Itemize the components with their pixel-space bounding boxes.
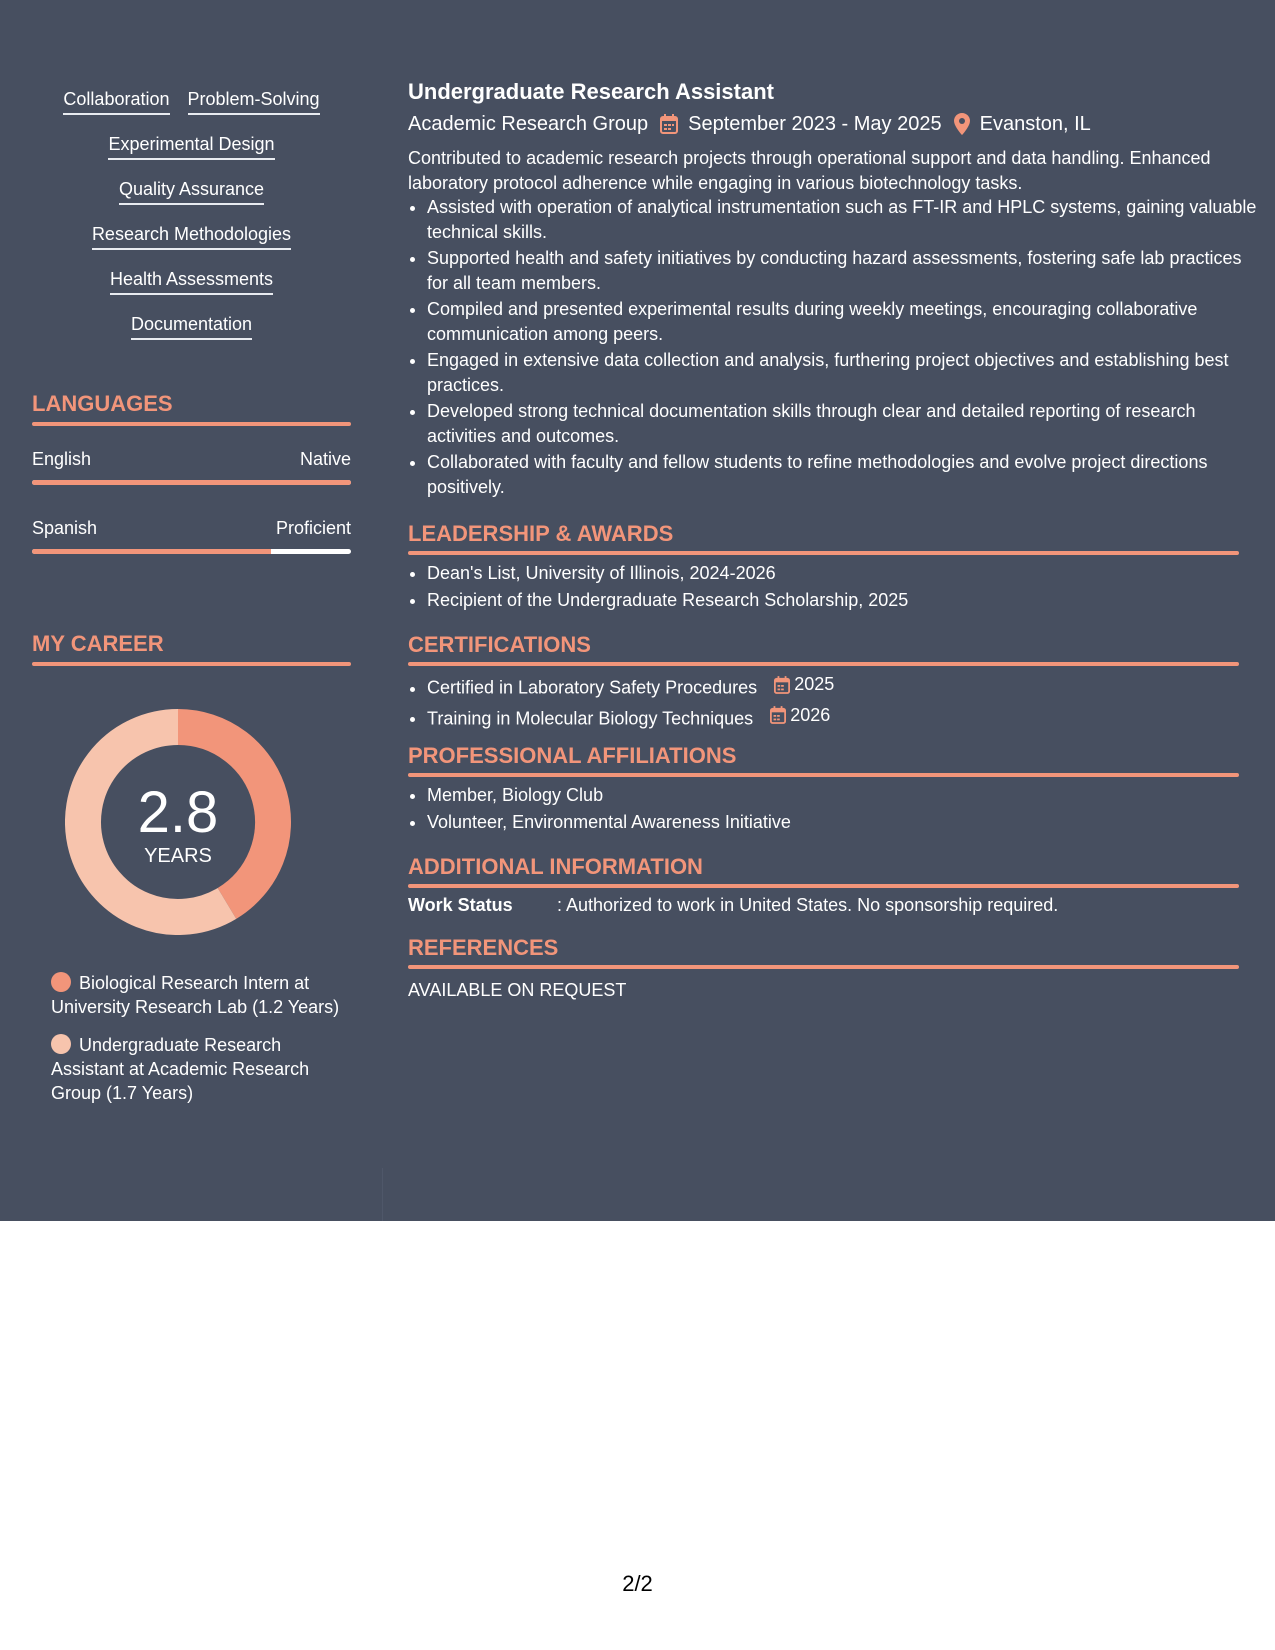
section-title: ADDITIONAL INFORMATION [408,854,703,879]
section-divider [32,662,351,666]
list-item: • Collaborated with faculty and fellow students to refine methodologies and evolve project directions positively. [427,450,1258,499]
affiliations-heading [408,742,1239,777]
section-divider [32,422,351,426]
career-unit: YEARS [144,845,212,867]
location-pin-icon [954,113,970,135]
language-proficiency-bar [32,480,351,485]
job-summary: Contributed to academic research projects through operational support and data handling. Enhanced laboratory protocol adherence while engaging in various biotechnology tasks. [408,148,1211,193]
skill-tag[interactable]: Problem-Solving [188,87,320,115]
language-english [32,447,351,485]
section-divider [408,965,1239,969]
skill-tag[interactable]: Health Assessments [110,267,273,295]
list-item: • Developed strong technical documentation skills through clear and detailed reporting of research activities and outcomes. [427,399,1258,448]
company-name: Academic Research Group [408,113,649,135]
legend-item [51,971,341,1019]
job-bullets [408,195,1258,501]
list-item: • Compiled and presented experimental results during weekly meetings, encouraging collaborative communication among peers. [427,297,1258,346]
leadership-heading [408,520,1239,555]
certifications-list [408,671,1258,732]
skill-tag[interactable]: Experimental Design [108,132,274,160]
list-item [427,702,1258,733]
language-name: Spanish [32,518,98,538]
certification-name: Training in Molecular Biology Techniques [427,708,754,728]
affiliations-list [408,782,1258,836]
career-donut-chart [65,709,291,935]
list-item: • Volunteer, Environmental Awareness Initiative [427,809,1258,836]
references-text: AVAILABLE ON REQUEST [408,980,627,1000]
left-column [32,0,351,1221]
language-proficiency-bar [32,549,351,554]
languages-heading [32,390,351,426]
list-item: • Assisted with operation of analytical instrumentation such as FT-IR and HPLC systems, gaining valuable technical skills. [427,195,1258,244]
work-status [408,893,1058,917]
certification-name: Certified in Laboratory Safety Procedures [427,677,758,698]
skill-tag[interactable]: Quality Assurance [119,177,264,205]
list-item: • Dean's List, University of Illinois, 2024-2026 [427,560,1258,587]
legend-label: Biological Research Intern at University Research Lab (1.2 Years) [51,973,340,1017]
calendar-icon [660,114,678,134]
skills-list [32,87,351,357]
section-title: PROFESSIONAL AFFILIATIONS [408,743,737,768]
leadership-list [408,560,1258,614]
skill-tag[interactable]: Documentation [131,312,252,340]
legend-dot [51,972,71,992]
certifications-heading [408,631,1239,666]
legend-item [51,1033,341,1105]
job-title: Undergraduate Research Assistant [408,79,774,104]
certification-year: 2025 [794,674,835,694]
section-title: MY CAREER [32,631,164,656]
list-item: • Member, Biology Club [427,782,1258,809]
skill-tag[interactable]: Research Methodologies [92,222,291,250]
list-item [427,671,1258,702]
list-item: • Supported health and safety initiatives by conducting hazard assessments, fostering safe lab practices for all team members. [427,246,1258,295]
list-item: • Recipient of the Undergraduate Research Scholarship, 2025 [427,587,1258,614]
work-status-value: : Authorized to work in United States. No sponsorship required. [557,895,1059,915]
language-level: Proficient [275,518,351,538]
legend-label: Undergraduate Research Assistant at Academic Research Group (1.7 Years) [51,1035,310,1103]
section-title: CERTIFICATIONS [408,632,591,657]
additional-info-heading [408,853,1239,888]
language-name: English [32,449,92,469]
job-location: Evanston, IL [979,113,1091,135]
calendar-icon [774,676,790,694]
career-heading [32,630,351,666]
skill-tag[interactable]: Collaboration [63,87,169,115]
references-heading [408,934,1239,969]
section-divider [408,662,1239,666]
certification-year: 2026 [790,704,831,725]
legend-dot [51,1034,71,1054]
job-dates: September 2023 - May 2025 [688,113,942,135]
language-level: Native [299,449,351,469]
language-spanish [32,516,351,554]
career-legend [51,971,341,1119]
job-meta [408,111,1091,137]
section-title: LANGUAGES [32,391,173,416]
language-proficiency-fill [32,549,271,554]
career-total-years: 2.8 [137,780,219,845]
page-number: 2/2 [622,1571,653,1596]
column-divider [382,1168,383,1221]
work-status-label: Work Status [408,895,513,915]
calendar-icon [770,706,786,724]
list-item: • Engaged in extensive data collection and analysis, furthering project objectives and establishing best practices. [427,348,1258,397]
section-divider [408,551,1239,555]
language-proficiency-fill [32,480,351,485]
section-title: REFERENCES [408,935,559,960]
section-divider [408,773,1239,777]
section-title: LEADERSHIP & AWARDS [408,521,674,546]
section-divider [408,884,1239,888]
